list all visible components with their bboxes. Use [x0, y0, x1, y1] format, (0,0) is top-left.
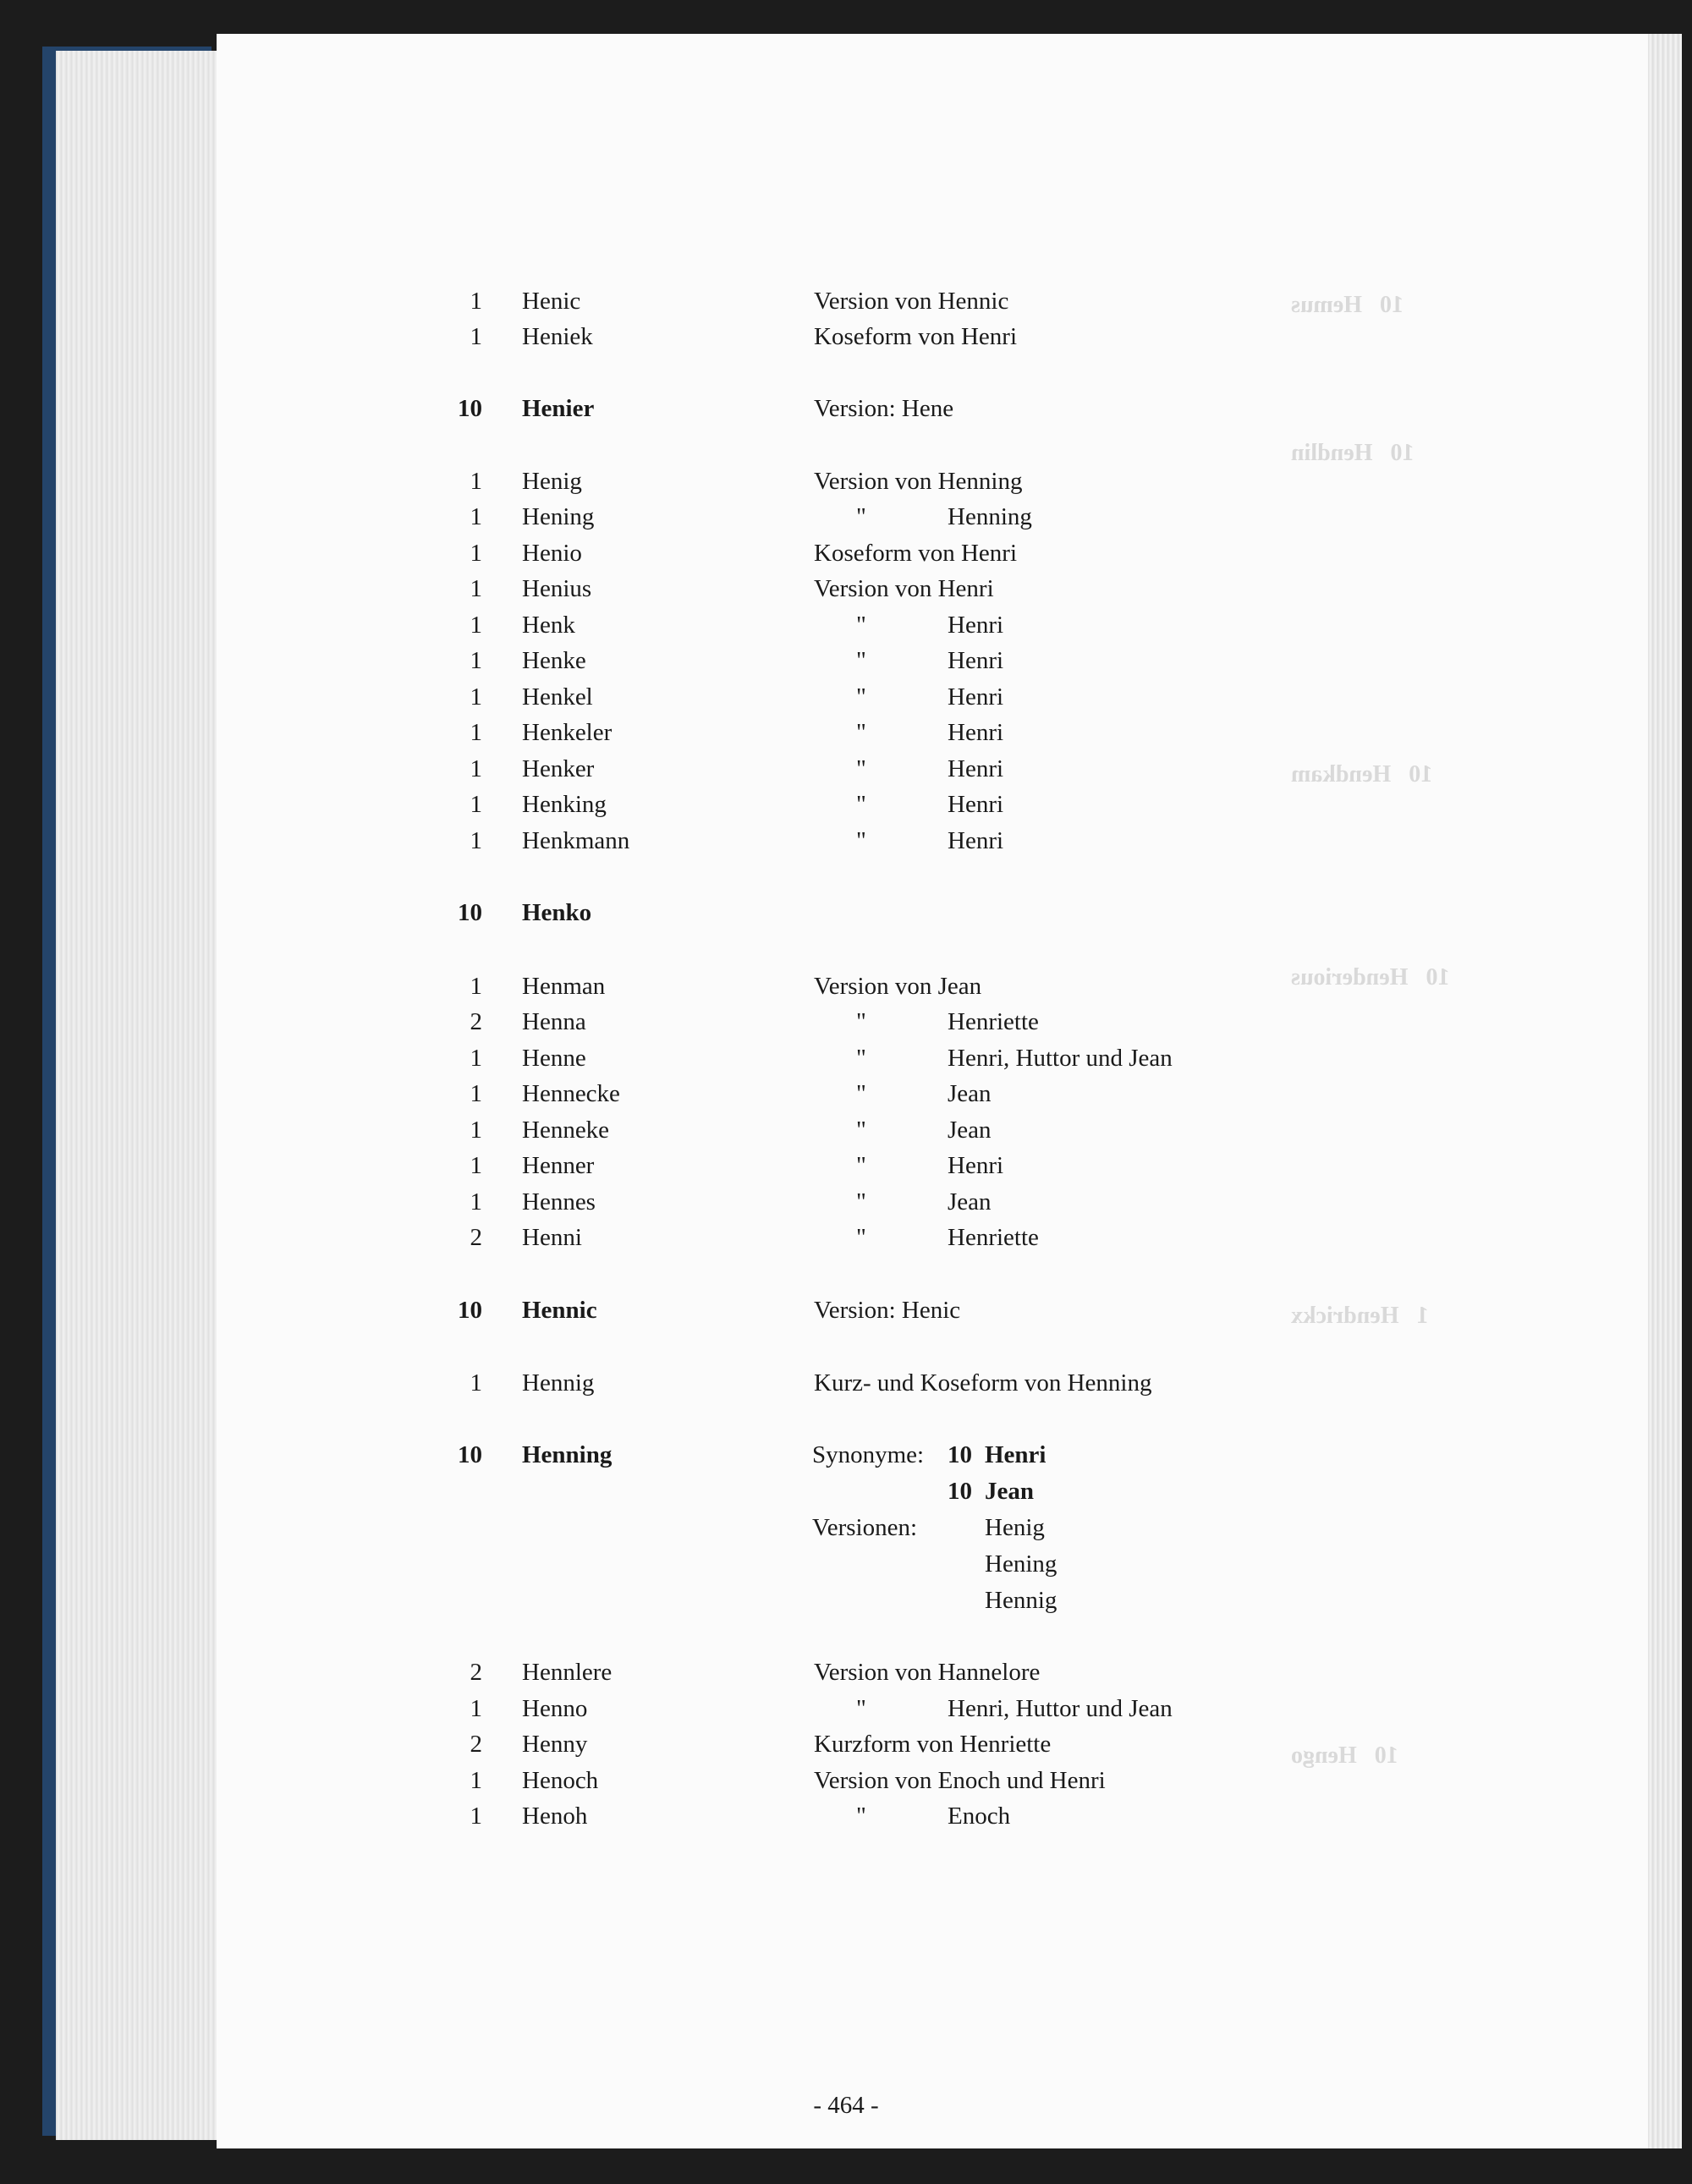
entry-frequency: 10: [458, 395, 482, 422]
entry-name: Henk: [522, 612, 575, 639]
entry-row: [0, 1514, 1692, 1548]
entry-row: [0, 1080, 1692, 1114]
entry-frequency: 1: [470, 503, 482, 530]
ditto-mark: ": [856, 755, 866, 782]
ditto-mark: ": [856, 1224, 866, 1251]
entry-reference: Henning: [948, 503, 1032, 530]
entry-row: [0, 683, 1692, 717]
synonym-name: Jean: [985, 1478, 1034, 1505]
entry-row: [0, 647, 1692, 681]
entry-row: [0, 1731, 1692, 1764]
entry-name: Henna: [522, 1008, 586, 1035]
entry-reference: Jean: [948, 1080, 992, 1107]
entry-reference: Henri: [948, 647, 1004, 674]
entry-name: Hennecke: [522, 1080, 620, 1107]
entry-row: [0, 899, 1692, 933]
entry-row: [0, 1188, 1692, 1222]
entry-description: Version von Enoch und Henri: [814, 1767, 1106, 1794]
entry-reference: Henri: [948, 612, 1004, 639]
entry-row: [0, 395, 1692, 429]
entry-name: Henne: [522, 1045, 586, 1072]
entry-reference: Jean: [948, 1117, 992, 1144]
bleed-through: 10 Henderious: [1291, 964, 1450, 990]
entry-name: Heniek: [522, 323, 593, 350]
entry-row: [0, 468, 1692, 502]
entry-frequency: 1: [470, 791, 482, 818]
entry-description: Koseform von Henri: [814, 540, 1018, 567]
entry-name: Hening: [522, 503, 595, 530]
entry-row: [0, 1297, 1692, 1331]
entry-description: Kurzform von Henriette: [814, 1731, 1052, 1758]
entry-reference: Henri, Huttor und Jean: [948, 1045, 1173, 1072]
entry-frequency: 1: [470, 575, 482, 602]
entry-row: [0, 1045, 1692, 1078]
entry-reference: Jean: [948, 1188, 992, 1215]
entry-frequency: 1: [470, 468, 482, 495]
entry-name: Henni: [522, 1224, 582, 1251]
ditto-mark: ": [856, 1803, 866, 1830]
entry-frequency: 2: [470, 1659, 482, 1686]
bleed-through: 10 Hendlin: [1291, 440, 1415, 466]
entry-description: Version von Hennic: [814, 288, 1009, 315]
entry-frequency: 10: [458, 1297, 482, 1324]
entry-row: [0, 719, 1692, 753]
entry-frequency: 1: [470, 647, 482, 674]
ditto-mark: ": [856, 1117, 866, 1144]
entry-reference: Henri: [948, 827, 1004, 854]
entry-frequency: 1: [470, 1369, 482, 1397]
version-name: Hennig: [985, 1587, 1058, 1614]
ditto-mark: ": [856, 1008, 866, 1035]
entry-row: [0, 612, 1692, 645]
entry-reference: Henri: [948, 683, 1004, 711]
entry-frequency: 1: [470, 719, 482, 746]
entry-reference: Henriette: [948, 1008, 1039, 1035]
entry-row: [0, 1369, 1692, 1403]
entry-name: Hennic: [522, 1297, 597, 1324]
ditto-mark: ": [856, 719, 866, 746]
entry-row: [0, 1117, 1692, 1150]
entry-name: Henker: [522, 755, 595, 782]
entry-name: Henic: [522, 288, 581, 315]
entry-frequency: 1: [470, 1080, 482, 1107]
bleed-through: 10 Hemus: [1291, 292, 1404, 318]
entry-name: Henking: [522, 791, 607, 818]
ditto-mark: ": [856, 1080, 866, 1107]
entry-reference: Henri: [948, 719, 1004, 746]
versions-label: Versionen:: [812, 1514, 918, 1541]
entry-name: Henny: [522, 1731, 588, 1758]
entry-name: Henkel: [522, 683, 593, 711]
entry-frequency: 1: [470, 540, 482, 567]
entry-name: Henkmann: [522, 827, 630, 854]
synonym-name: Henri: [985, 1441, 1047, 1468]
entry-description: Version von Henning: [814, 468, 1023, 495]
entry-name: Henius: [522, 575, 592, 602]
ditto-mark: ": [856, 827, 866, 854]
entry-description: Version von Henri: [814, 575, 994, 602]
entry-row: [0, 973, 1692, 1007]
ditto-mark: ": [856, 1152, 866, 1179]
entry-row: [0, 1767, 1692, 1801]
entry-name: Henier: [522, 395, 595, 422]
entry-frequency: 1: [470, 1803, 482, 1830]
entry-frequency: 1: [470, 827, 482, 854]
ditto-mark: ": [856, 1188, 866, 1215]
entry-name: Henner: [522, 1152, 595, 1179]
entry-row: [0, 1587, 1692, 1621]
entry-frequency: 10: [458, 899, 482, 926]
entry-name: Henman: [522, 973, 606, 1000]
entry-row: [0, 1441, 1692, 1475]
entry-frequency: 2: [470, 1008, 482, 1035]
entry-name: Henneke: [522, 1117, 610, 1144]
entry-frequency: 10: [458, 1441, 482, 1468]
entry-row: [0, 1478, 1692, 1512]
entry-frequency: 2: [470, 1224, 482, 1251]
ditto-mark: ": [856, 1045, 866, 1072]
entry-frequency: 1: [470, 1695, 482, 1722]
entry-frequency: 1: [470, 1045, 482, 1072]
entry-row: [0, 540, 1692, 573]
entry-frequency: 1: [470, 755, 482, 782]
entry-name: Henoh: [522, 1803, 588, 1830]
ditto-mark: ": [856, 791, 866, 818]
entry-frequency: 1: [470, 323, 482, 350]
entry-row: [0, 755, 1692, 789]
entry-name: Henko: [522, 899, 592, 926]
entry-reference: Henri: [948, 755, 1004, 782]
ditto-mark: ": [856, 647, 866, 674]
entry-name: Henoch: [522, 1767, 599, 1794]
entry-row: [0, 1008, 1692, 1042]
entry-row: [0, 1550, 1692, 1584]
entry-row: [0, 791, 1692, 825]
entry-description: Version: Hene: [814, 395, 954, 422]
entry-row: [0, 1152, 1692, 1186]
entry-name: Henno: [522, 1695, 588, 1722]
entry-frequency: 1: [470, 288, 482, 315]
synonym-frequency: 10: [948, 1441, 972, 1468]
entry-description: Version von Jean: [814, 973, 982, 1000]
ditto-mark: ": [856, 503, 866, 530]
entry-frequency: 1: [470, 683, 482, 711]
entry-frequency: 1: [470, 1117, 482, 1144]
entry-reference: Henri: [948, 1152, 1004, 1179]
entry-frequency: 1: [470, 973, 482, 1000]
entry-reference: Henri: [948, 791, 1004, 818]
synonym-frequency: 10: [948, 1478, 972, 1505]
entry-name: Henio: [522, 540, 582, 567]
entry-row: [0, 1659, 1692, 1693]
entry-frequency: 1: [470, 612, 482, 639]
ditto-mark: ": [856, 1695, 866, 1722]
entry-name: Hennig: [522, 1369, 595, 1397]
entry-row: [0, 1803, 1692, 1836]
entry-frequency: 1: [470, 1152, 482, 1179]
page-number: - 464 -: [813, 2092, 879, 2119]
entry-frequency: 1: [470, 1188, 482, 1215]
entry-name: Hennes: [522, 1188, 596, 1215]
entry-row: [0, 1224, 1692, 1258]
entry-row: [0, 503, 1692, 537]
entry-description: Koseform von Henri: [814, 323, 1018, 350]
entry-name: Henke: [522, 647, 586, 674]
entry-row: [0, 575, 1692, 609]
entry-frequency: 2: [470, 1731, 482, 1758]
version-name: Henig: [985, 1514, 1045, 1541]
entry-reference: Henri, Huttor und Jean: [948, 1695, 1173, 1722]
entry-name: Henning: [522, 1441, 613, 1468]
entry-description: Version von Hannelore: [814, 1659, 1041, 1686]
entry-row: [0, 323, 1692, 357]
entry-name: Henkeler: [522, 719, 613, 746]
entry-name: Henig: [522, 468, 582, 495]
entry-description: Kurz- und Koseform von Henning: [814, 1369, 1152, 1397]
bleed-through: 1 Hendrickx: [1291, 1303, 1429, 1329]
version-name: Hening: [985, 1550, 1058, 1578]
entry-name: Hennlere: [522, 1659, 613, 1686]
entry-row: [0, 1695, 1692, 1729]
entry-reference: Enoch: [948, 1803, 1011, 1830]
entry-reference: Henriette: [948, 1224, 1039, 1251]
entry-row: [0, 827, 1692, 861]
synonyms-label: Synonyme:: [812, 1441, 925, 1468]
bleed-through: 10 Hengo: [1291, 1742, 1398, 1769]
ditto-mark: ": [856, 612, 866, 639]
bleed-through: 10 Hendkam: [1291, 761, 1433, 787]
entry-row: [0, 288, 1692, 321]
ditto-mark: ": [856, 683, 866, 711]
entry-frequency: 1: [470, 1767, 482, 1794]
entry-description: Version: Henic: [814, 1297, 961, 1324]
